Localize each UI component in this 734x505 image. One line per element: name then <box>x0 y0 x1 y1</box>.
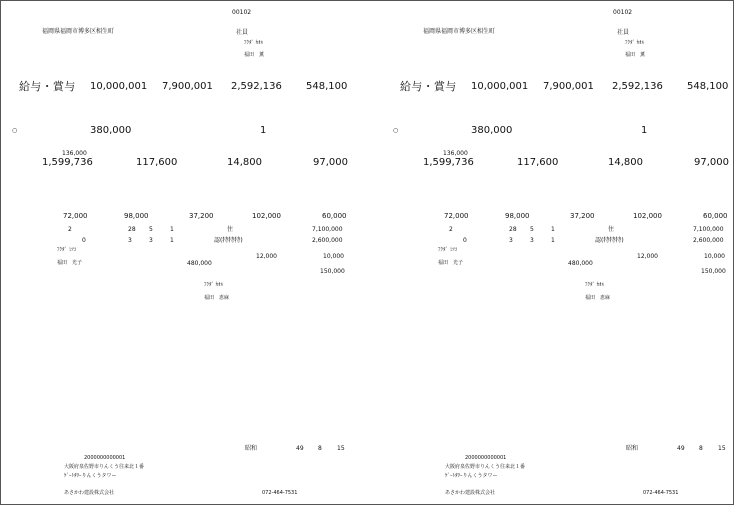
residence-label: 住 <box>608 226 615 233</box>
payer-address-1: 大阪府泉佐野市りんくう往来北１番 <box>445 464 526 470</box>
premium-3: 37,200 <box>189 212 214 220</box>
premium-5: 60,000 <box>322 212 347 220</box>
dependent-kana: ﾌｸﾀﾞ ﾐﾂｺ <box>438 247 458 253</box>
after-deduction: 7,900,001 <box>543 81 594 92</box>
date-3: 5 <box>149 226 153 233</box>
amount-150000: 150,000 <box>320 268 345 275</box>
salary-total: 10,000,001 <box>90 81 148 92</box>
era: 昭和 <box>245 445 258 452</box>
amount-7100000: 7,100,000 <box>693 226 724 233</box>
premium-1: 72,000 <box>63 212 88 220</box>
position: 社員 <box>236 29 249 36</box>
zero-4: 1 <box>551 237 555 244</box>
corporate-number: 2000000000001 <box>465 455 507 461</box>
date-1: 2 <box>68 226 72 233</box>
doc-number: 00102 <box>232 9 252 16</box>
dependent-count: 1 <box>641 125 648 136</box>
housing-loan: 97,000 <box>694 157 729 168</box>
residence-note: 認(特特特) <box>595 237 624 244</box>
residence-note: 認(特特特) <box>214 237 243 244</box>
premium-2: 98,000 <box>124 212 149 220</box>
tax-amount: 548,100 <box>306 81 348 92</box>
amount-480000: 480,000 <box>568 260 593 267</box>
payer-name: あさかわ建設株式会社 <box>64 490 115 496</box>
child-name: 福田 恵麻 <box>204 295 230 301</box>
amount-150000: 150,000 <box>701 268 726 275</box>
premium-5: 60,000 <box>703 212 728 220</box>
date-1: 2 <box>449 226 453 233</box>
zero-3: 3 <box>149 237 153 244</box>
after-exemption: 2,592,136 <box>231 81 282 92</box>
payer-phone: 072-464-7531 <box>643 490 679 496</box>
dependent-name: 福田 光子 <box>438 260 464 266</box>
zero-3: 3 <box>530 237 534 244</box>
kana-name: ﾌｸﾀﾞ ｶｵﾙ <box>625 40 645 46</box>
birth-month: 8 <box>699 445 703 452</box>
amount-12000: 12,000 <box>256 253 277 260</box>
premium-4: 102,000 <box>252 212 281 220</box>
date-3: 5 <box>530 226 534 233</box>
birth-year: 49 <box>296 445 304 452</box>
tax-amount: 548,100 <box>687 81 729 92</box>
dependent-kana: ﾌｸﾀﾞ ﾐﾂｺ <box>57 247 77 253</box>
premium-3: 37,200 <box>570 212 595 220</box>
small-amount: 136,000 <box>62 150 87 157</box>
position: 社員 <box>617 29 630 36</box>
amount-7100000: 7,100,000 <box>312 226 343 233</box>
life-insurance: 117,600 <box>136 157 178 168</box>
earthquake-insurance: 14,800 <box>227 157 262 168</box>
after-deduction: 7,900,001 <box>162 81 213 92</box>
spouse-deduction: 380,000 <box>471 125 513 136</box>
social-insurance: 1,599,736 <box>42 157 93 168</box>
payer-address-1: 大阪府泉佐野市りんくう往来北１番 <box>64 464 145 470</box>
amount-12000: 12,000 <box>637 253 658 260</box>
dependent-count: 1 <box>260 125 267 136</box>
residence-label: 住 <box>227 226 234 233</box>
amount-480000: 480,000 <box>187 260 212 267</box>
earthquake-insurance: 14,800 <box>608 157 643 168</box>
amount-2600000: 2,600,000 <box>312 237 343 244</box>
zero-1: 0 <box>463 237 467 244</box>
child-kana: ﾌｸﾀﾞ ｶｵﾙ <box>585 282 605 288</box>
payer-address-2: ｹﾞｰﾄﾀﾜｰりんくうタワー <box>64 473 117 479</box>
category-label: 給与・賞与 <box>19 80 76 93</box>
amount-10000: 10,000 <box>704 253 725 260</box>
date-4: 1 <box>170 226 174 233</box>
date-4: 1 <box>551 226 555 233</box>
company-address: 福岡県福岡市博多区相生町 <box>42 28 115 35</box>
birth-month: 8 <box>318 445 322 452</box>
life-insurance: 117,600 <box>517 157 559 168</box>
premium-1: 72,000 <box>444 212 469 220</box>
kana-name: ﾌｸﾀﾞ ｶｵﾙ <box>244 40 264 46</box>
zero-2: 3 <box>128 237 132 244</box>
birth-day: 15 <box>337 445 345 452</box>
zero-4: 1 <box>170 237 174 244</box>
era: 昭和 <box>626 445 639 452</box>
premium-2: 98,000 <box>505 212 530 220</box>
company-address: 福岡県福岡市博多区相生町 <box>423 28 496 35</box>
employee-name: 福田 薫 <box>244 52 265 58</box>
birth-day: 15 <box>718 445 726 452</box>
date-2: 28 <box>509 226 517 233</box>
zero-1: 0 <box>82 237 86 244</box>
after-exemption: 2,592,136 <box>612 81 663 92</box>
spouse-deduction: 380,000 <box>90 125 132 136</box>
zero-2: 3 <box>509 237 513 244</box>
spouse-mark: ○ <box>393 127 399 134</box>
amount-10000: 10,000 <box>323 253 344 260</box>
employee-name: 福田 薫 <box>625 52 646 58</box>
social-insurance: 1,599,736 <box>423 157 474 168</box>
salary-total: 10,000,001 <box>471 81 529 92</box>
payer-address-2: ｹﾞｰﾄﾀﾜｰりんくうタワー <box>445 473 498 479</box>
birth-year: 49 <box>677 445 685 452</box>
spouse-mark: ○ <box>12 127 18 134</box>
amount-2600000: 2,600,000 <box>693 237 724 244</box>
date-2: 28 <box>128 226 136 233</box>
doc-number: 00102 <box>613 9 633 16</box>
small-amount: 136,000 <box>443 150 468 157</box>
corporate-number: 2000000000001 <box>84 455 126 461</box>
category-label: 給与・賞与 <box>400 80 457 93</box>
child-kana: ﾌｸﾀﾞ ｶｵﾙ <box>204 282 224 288</box>
payer-phone: 072-464-7531 <box>262 490 298 496</box>
payer-name: あさかわ建設株式会社 <box>445 490 496 496</box>
child-name: 福田 恵麻 <box>585 295 611 301</box>
withholding-slip-right <box>381 0 734 505</box>
housing-loan: 97,000 <box>313 157 348 168</box>
dependent-name: 福田 光子 <box>57 260 83 266</box>
premium-4: 102,000 <box>633 212 662 220</box>
